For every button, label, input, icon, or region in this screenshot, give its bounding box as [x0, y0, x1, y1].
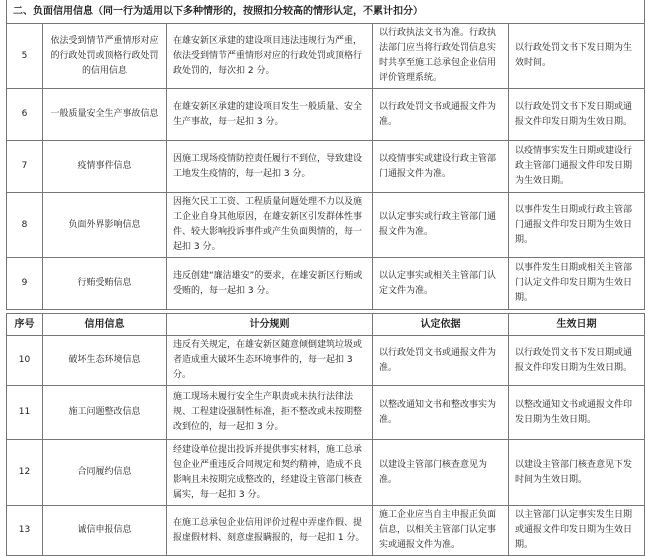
scoring-rule: 经建设单位提出投诉并提供事实材料，施工总承包企业严重违反合同规定和契约精神，造成不良影响且未按期完成整改的，经建设主管部门核查属实，每一起扣 3 分。	[167, 440, 373, 506]
header-basis: 认定依据	[373, 314, 509, 336]
determination-basis: 以行政执法文书为准。行政执法部门应当将行政处罚信息实时共享至施工总承包企业信用评价管理系统。	[373, 24, 509, 89]
negative-credit-table-part2	[6, 313, 645, 556]
table-row	[7, 258, 645, 310]
credit-info-name: 行贿受贿信息	[43, 258, 167, 310]
row-number: 11	[7, 386, 43, 440]
determination-basis: 以认定事实或行政主管部门通报文件为准。	[373, 193, 509, 258]
scoring-rule: 因施工现场疫情防控责任履行不到位，导致建设工地发生疫情的，每一起扣 3 分。	[167, 141, 373, 193]
row-number: 6	[7, 89, 43, 141]
determination-basis: 以整改通知文书和整改事实为准。	[373, 386, 509, 440]
credit-info-name: 破坏生态环境信息	[43, 336, 167, 386]
row-number: 7	[7, 141, 43, 193]
determination-basis: 以建设主管部门核查意见为准。	[373, 440, 509, 506]
row-number: 9	[7, 258, 43, 310]
effective-date: 以建设主管部门核查意见下发时间为生效日期。	[509, 440, 645, 506]
table-row	[7, 24, 645, 89]
header-info: 信用信息	[43, 314, 167, 336]
table-row	[7, 193, 645, 258]
row-number: 8	[7, 193, 43, 258]
determination-basis: 以行政处罚文书或通报文件为准。	[373, 336, 509, 386]
effective-date: 以主管部门认定事实发生日期或通报文件印发日期为生效日期。	[509, 506, 645, 556]
credit-info-name: 诚信申报信息	[43, 506, 167, 556]
table-row	[7, 440, 645, 506]
row-number: 5	[7, 24, 43, 89]
effective-date: 以行政处罚文书下发日期为生效时间。	[509, 24, 645, 89]
header-no: 序号	[7, 314, 43, 336]
table-row	[7, 386, 645, 440]
credit-info-name: 一般质量安全生产事故信息	[43, 89, 167, 141]
effective-date: 以行政处罚文书下发日期或通报文件印发日期为生效日期。	[509, 89, 645, 141]
table-row	[7, 141, 645, 193]
effective-date: 以疫情事实发生日期或建设行政主管部门通报文件印发日期为生效日期。	[509, 141, 645, 193]
credit-info-name: 疫情事件信息	[43, 141, 167, 193]
scoring-rule: 施工现场未履行安全生产职责或未执行法律法规、工程建设强制性标准，拒不整改或未按期整改到位的，每一起扣 3 分。	[167, 386, 373, 440]
scoring-rule: 因拖欠民工工资、工程质量问题处理不力以及施工企业自身其他原因，在雄安新区引发群体性事件、较大影响投诉事件或产生负面舆情的，每一起扣 3 分。	[167, 193, 373, 258]
credit-info-name: 负面外界影响信息	[43, 193, 167, 258]
scoring-rule: 违反创建“廉洁雄安”的要求，在雄安新区行贿或受贿的，每一起扣 3 分。	[167, 258, 373, 310]
row-number: 10	[7, 336, 43, 386]
determination-basis: 以认定事实或相关主管部门认定文件为准。	[373, 258, 509, 310]
effective-date: 以行政处罚文书下发日期或通报文件印发日期为生效日期。	[509, 336, 645, 386]
determination-basis: 以行政处罚文书或通报文件为准。	[373, 89, 509, 141]
section-title: 二、负面信用信息（同一行为适用以下多种情形的，按照扣分较高的情形认定，不累计扣分）	[7, 0, 645, 24]
credit-info-name: 依法受到情节严重情形对应的行政处罚或顶格行政处罚的信用信息	[43, 24, 167, 89]
table-header-row	[7, 314, 645, 336]
credit-info-name: 施工问题整改信息	[43, 386, 167, 440]
table-row	[7, 506, 645, 556]
effective-date: 以事件发生日期或相关主管部门认定文件印发日期为生效日期。	[509, 258, 645, 310]
scoring-rule: 在雄安新区承建的建设项目发生一般质量、安全生产事故，每一起扣 3 分。	[167, 89, 373, 141]
negative-credit-table-part1	[6, 0, 645, 310]
table-row	[7, 336, 645, 386]
scoring-rule: 在施工总承包企业信用评价过程中弄虚作假、提报虚假材料、刻意虚报瞒报的，每一起扣 1 分。	[167, 506, 373, 556]
table-row	[7, 89, 645, 141]
effective-date: 以整改通知文书或通报文件印发日期为生效日期。	[509, 386, 645, 440]
determination-basis: 以疫情事实或建设行政主管部门通报文件为准。	[373, 141, 509, 193]
header-rule: 计分规则	[167, 314, 373, 336]
row-number: 13	[7, 506, 43, 556]
header-date: 生效日期	[509, 314, 645, 336]
determination-basis: 施工企业应当自主申报正负面信息，以相关主管部门认定事实或通报文件为准。	[373, 506, 509, 556]
effective-date: 以事件发生日期或行政主管部门通报文件印发日期为生效日期。	[509, 193, 645, 258]
scoring-rule: 在雄安新区承建的建设项目违法违规行为严重，依法受到情节严重情形对应的行政处罚或顶格行政处罚的，每次扣 2 分。	[167, 24, 373, 89]
scoring-rule: 违反有关规定，在雄安新区随意倾倒建筑垃圾或者造成重大破坏生态环境事件的，每一起扣 3 分。	[167, 336, 373, 386]
credit-info-name: 合同履约信息	[43, 440, 167, 506]
row-number: 12	[7, 440, 43, 506]
